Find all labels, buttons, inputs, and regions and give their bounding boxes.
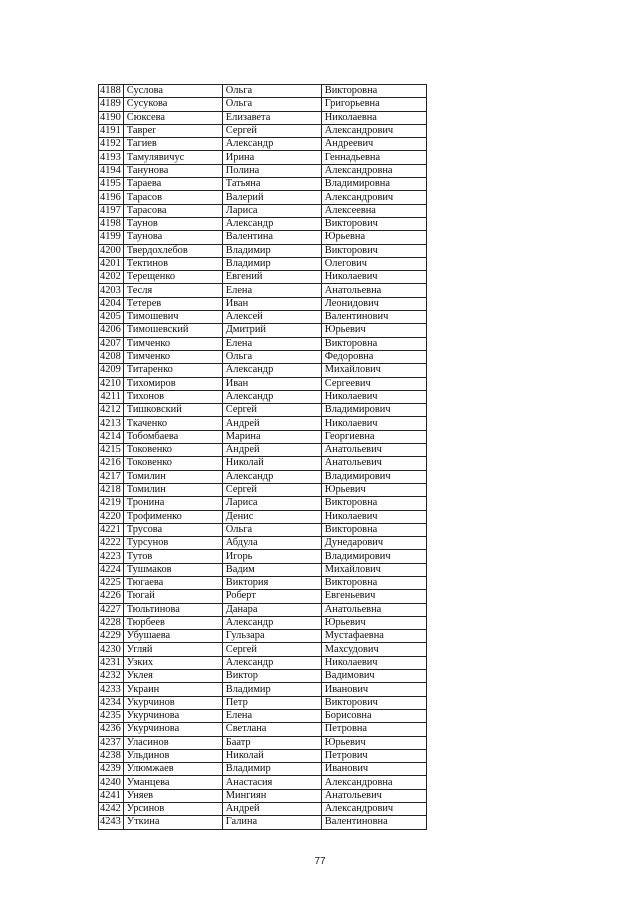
first-name-cell: Марина <box>222 430 321 443</box>
row-number-cell: 4208 <box>99 350 124 363</box>
first-name-cell: Гульзара <box>222 630 321 643</box>
patronymic-cell: Сергеевич <box>321 377 426 390</box>
patronymic-cell: Александрович <box>321 803 426 816</box>
last-name-cell: Ульдинов <box>123 749 222 762</box>
first-name-cell: Александр <box>222 138 321 151</box>
row-number-cell: 4230 <box>99 643 124 656</box>
table-row <box>99 217 427 230</box>
last-name-cell: Тимченко <box>123 350 222 363</box>
last-name-cell: Уласинов <box>123 736 222 749</box>
last-name-cell: Уманцева <box>123 776 222 789</box>
table-row <box>99 803 427 816</box>
row-number-cell: 4199 <box>99 231 124 244</box>
names-table <box>98 84 427 830</box>
table-row <box>99 364 427 377</box>
first-name-cell: Ольга <box>222 523 321 536</box>
last-name-cell: Тимошевский <box>123 324 222 337</box>
first-name-cell: Сергей <box>222 124 321 137</box>
last-name-cell: Тесля <box>123 284 222 297</box>
last-name-cell: Тагиев <box>123 138 222 151</box>
table-row <box>99 683 427 696</box>
last-name-cell: Тронина <box>123 497 222 510</box>
last-name-cell: Трусова <box>123 523 222 536</box>
patronymic-cell: Геннадьевна <box>321 151 426 164</box>
patronymic-cell: Анатольевич <box>321 444 426 457</box>
last-name-cell: Таунова <box>123 231 222 244</box>
row-number-cell: 4242 <box>99 803 124 816</box>
last-name-cell: Украин <box>123 683 222 696</box>
patronymic-cell: Викторович <box>321 244 426 257</box>
table-row <box>99 537 427 550</box>
last-name-cell: Улюмжаев <box>123 763 222 776</box>
table-row <box>99 297 427 310</box>
table-row <box>99 417 427 430</box>
first-name-cell: Виктория <box>222 576 321 589</box>
first-name-cell: Иван <box>222 297 321 310</box>
row-number-cell: 4213 <box>99 417 124 430</box>
first-name-cell: Владимир <box>222 763 321 776</box>
last-name-cell: Титаренко <box>123 364 222 377</box>
table-row <box>99 776 427 789</box>
table-row <box>99 151 427 164</box>
table-row <box>99 85 427 98</box>
patronymic-cell: Иванович <box>321 683 426 696</box>
table-row <box>99 231 427 244</box>
table-row <box>99 576 427 589</box>
first-name-cell: Ирина <box>222 151 321 164</box>
patronymic-cell: Махсудович <box>321 643 426 656</box>
row-number-cell: 4226 <box>99 590 124 603</box>
table-row <box>99 98 427 111</box>
last-name-cell: Тарасов <box>123 191 222 204</box>
patronymic-cell: Владимирович <box>321 550 426 563</box>
table-row <box>99 457 427 470</box>
table-row <box>99 523 427 536</box>
patronymic-cell: Вадимович <box>321 670 426 683</box>
first-name-cell: Елизавета <box>222 111 321 124</box>
patronymic-cell: Юрьевич <box>321 736 426 749</box>
row-number-cell: 4203 <box>99 284 124 297</box>
table-row <box>99 789 427 802</box>
last-name-cell: Уткина <box>123 816 222 829</box>
row-number-cell: 4202 <box>99 271 124 284</box>
last-name-cell: Трофименко <box>123 510 222 523</box>
first-name-cell: Светлана <box>222 723 321 736</box>
row-number-cell: 4191 <box>99 124 124 137</box>
table-row <box>99 709 427 722</box>
patronymic-cell: Александровна <box>321 776 426 789</box>
first-name-cell: Андрей <box>222 803 321 816</box>
patronymic-cell: Андреевич <box>321 138 426 151</box>
patronymic-cell: Николаевич <box>321 510 426 523</box>
table-row <box>99 377 427 390</box>
first-name-cell: Ольга <box>222 85 321 98</box>
last-name-cell: Уклея <box>123 670 222 683</box>
table-row <box>99 816 427 829</box>
first-name-cell: Сергей <box>222 404 321 417</box>
patronymic-cell: Иванович <box>321 763 426 776</box>
last-name-cell: Тутов <box>123 550 222 563</box>
page-number: 77 <box>314 856 326 867</box>
patronymic-cell: Александрович <box>321 191 426 204</box>
table-row <box>99 350 427 363</box>
first-name-cell: Елена <box>222 709 321 722</box>
row-number-cell: 4194 <box>99 164 124 177</box>
patronymic-cell: Анатольевич <box>321 789 426 802</box>
first-name-cell: Иван <box>222 377 321 390</box>
table-row <box>99 271 427 284</box>
row-number-cell: 4214 <box>99 430 124 443</box>
first-name-cell: Галина <box>222 816 321 829</box>
first-name-cell: Владимир <box>222 683 321 696</box>
table-row <box>99 311 427 324</box>
first-name-cell: Татьяна <box>222 178 321 191</box>
patronymic-cell: Викторович <box>321 217 426 230</box>
first-name-cell: Александр <box>222 364 321 377</box>
patronymic-cell: Григорьевна <box>321 98 426 111</box>
last-name-cell: Таунов <box>123 217 222 230</box>
table-row <box>99 670 427 683</box>
patronymic-cell: Александрович <box>321 124 426 137</box>
row-number-cell: 4233 <box>99 683 124 696</box>
last-name-cell: Тамулявичус <box>123 151 222 164</box>
first-name-cell: Сергей <box>222 643 321 656</box>
last-name-cell: Узких <box>123 656 222 669</box>
last-name-cell: Тимошевич <box>123 311 222 324</box>
table-row <box>99 257 427 270</box>
row-number-cell: 4205 <box>99 311 124 324</box>
first-name-cell: Абдула <box>222 537 321 550</box>
row-number-cell: 4228 <box>99 616 124 629</box>
last-name-cell: Урсинов <box>123 803 222 816</box>
first-name-cell: Валентина <box>222 231 321 244</box>
last-name-cell: Тихомиров <box>123 377 222 390</box>
last-name-cell: Тараева <box>123 178 222 191</box>
table-row <box>99 191 427 204</box>
table-row <box>99 630 427 643</box>
table-row <box>99 138 427 151</box>
last-name-cell: Токовенко <box>123 444 222 457</box>
first-name-cell: Александр <box>222 390 321 403</box>
patronymic-cell: Викторович <box>321 696 426 709</box>
last-name-cell: Турсунов <box>123 537 222 550</box>
first-name-cell: Анастасия <box>222 776 321 789</box>
first-name-cell: Андрей <box>222 417 321 430</box>
patronymic-cell: Алексеевна <box>321 204 426 217</box>
table-row <box>99 643 427 656</box>
last-name-cell: Твердохлебов <box>123 244 222 257</box>
patronymic-cell: Борисовна <box>321 709 426 722</box>
last-name-cell: Тобомбаева <box>123 430 222 443</box>
row-number-cell: 4195 <box>99 178 124 191</box>
patronymic-cell: Юрьевич <box>321 616 426 629</box>
row-number-cell: 4209 <box>99 364 124 377</box>
patronymic-cell: Викторовна <box>321 523 426 536</box>
patronymic-cell: Викторовна <box>321 497 426 510</box>
last-name-cell: Терещенко <box>123 271 222 284</box>
table-row <box>99 510 427 523</box>
patronymic-cell: Федоровна <box>321 350 426 363</box>
first-name-cell: Николай <box>222 457 321 470</box>
row-number-cell: 4201 <box>99 257 124 270</box>
row-number-cell: 4196 <box>99 191 124 204</box>
patronymic-cell: Леонидович <box>321 297 426 310</box>
row-number-cell: 4204 <box>99 297 124 310</box>
last-name-cell: Тарасова <box>123 204 222 217</box>
row-number-cell: 4215 <box>99 444 124 457</box>
row-number-cell: 4198 <box>99 217 124 230</box>
last-name-cell: Тишковский <box>123 404 222 417</box>
row-number-cell: 4217 <box>99 470 124 483</box>
row-number-cell: 4224 <box>99 563 124 576</box>
patronymic-cell: Викторовна <box>321 576 426 589</box>
table-row <box>99 696 427 709</box>
patronymic-cell: Дунедарович <box>321 537 426 550</box>
last-name-cell: Тюгаева <box>123 576 222 589</box>
last-name-cell: Укурчинова <box>123 723 222 736</box>
last-name-cell: Суслова <box>123 85 222 98</box>
patronymic-cell: Николаевна <box>321 111 426 124</box>
table-row <box>99 430 427 443</box>
row-number-cell: 4221 <box>99 523 124 536</box>
last-name-cell: Укурчинова <box>123 709 222 722</box>
patronymic-cell: Юрьевич <box>321 324 426 337</box>
first-name-cell: Игорь <box>222 550 321 563</box>
first-name-cell: Валерий <box>222 191 321 204</box>
patronymic-cell: Николаевич <box>321 417 426 430</box>
table-row <box>99 111 427 124</box>
table-row <box>99 563 427 576</box>
patronymic-cell: Валентинович <box>321 311 426 324</box>
patronymic-cell: Викторовна <box>321 85 426 98</box>
first-name-cell: Александр <box>222 217 321 230</box>
first-name-cell: Евгений <box>222 271 321 284</box>
patronymic-cell: Михайлович <box>321 364 426 377</box>
last-name-cell: Тушмаков <box>123 563 222 576</box>
first-name-cell: Баатр <box>222 736 321 749</box>
table-row <box>99 204 427 217</box>
table-row <box>99 590 427 603</box>
table-row <box>99 749 427 762</box>
row-number-cell: 4212 <box>99 404 124 417</box>
patronymic-cell: Анатольевна <box>321 284 426 297</box>
table-row <box>99 390 427 403</box>
first-name-cell: Александр <box>222 470 321 483</box>
first-name-cell: Мингиян <box>222 789 321 802</box>
row-number-cell: 4225 <box>99 576 124 589</box>
first-name-cell: Ольга <box>222 98 321 111</box>
patronymic-cell: Петрович <box>321 749 426 762</box>
patronymic-cell: Евгеньевич <box>321 590 426 603</box>
table-row <box>99 550 427 563</box>
row-number-cell: 4219 <box>99 497 124 510</box>
table-row <box>99 404 427 417</box>
first-name-cell: Петр <box>222 696 321 709</box>
first-name-cell: Данара <box>222 603 321 616</box>
row-number-cell: 4241 <box>99 789 124 802</box>
row-number-cell: 4235 <box>99 709 124 722</box>
first-name-cell: Сергей <box>222 483 321 496</box>
first-name-cell: Лариса <box>222 497 321 510</box>
row-number-cell: 4218 <box>99 483 124 496</box>
first-name-cell: Александр <box>222 656 321 669</box>
table-row <box>99 284 427 297</box>
row-number-cell: 4210 <box>99 377 124 390</box>
table-row <box>99 603 427 616</box>
table-row <box>99 763 427 776</box>
row-number-cell: 4192 <box>99 138 124 151</box>
row-number-cell: 4237 <box>99 736 124 749</box>
table-row <box>99 656 427 669</box>
row-number-cell: 4193 <box>99 151 124 164</box>
patronymic-cell: Михайлович <box>321 563 426 576</box>
row-number-cell: 4200 <box>99 244 124 257</box>
row-number-cell: 4229 <box>99 630 124 643</box>
row-number-cell: 4220 <box>99 510 124 523</box>
patronymic-cell: Юрьевна <box>321 231 426 244</box>
first-name-cell: Вадим <box>222 563 321 576</box>
table-row <box>99 164 427 177</box>
patronymic-cell: Юрьевич <box>321 483 426 496</box>
patronymic-cell: Олегович <box>321 257 426 270</box>
table-row <box>99 178 427 191</box>
last-name-cell: Сюксева <box>123 111 222 124</box>
last-name-cell: Тюльтинова <box>123 603 222 616</box>
row-number-cell: 4238 <box>99 749 124 762</box>
patronymic-cell: Николаевич <box>321 271 426 284</box>
first-name-cell: Николай <box>222 749 321 762</box>
patronymic-cell: Анатольевич <box>321 457 426 470</box>
names-table-body <box>99 85 427 830</box>
patronymic-cell: Владимирович <box>321 404 426 417</box>
last-name-cell: Тихонов <box>123 390 222 403</box>
first-name-cell: Роберт <box>222 590 321 603</box>
patronymic-cell: Анатольевна <box>321 603 426 616</box>
row-number-cell: 4206 <box>99 324 124 337</box>
row-number-cell: 4216 <box>99 457 124 470</box>
row-number-cell: 4190 <box>99 111 124 124</box>
first-name-cell: Александр <box>222 616 321 629</box>
first-name-cell: Дмитрий <box>222 324 321 337</box>
row-number-cell: 4222 <box>99 537 124 550</box>
first-name-cell: Полина <box>222 164 321 177</box>
table-row <box>99 470 427 483</box>
patronymic-cell: Валентиновна <box>321 816 426 829</box>
table-row <box>99 483 427 496</box>
row-number-cell: 4189 <box>99 98 124 111</box>
patronymic-cell: Владимировна <box>321 178 426 191</box>
last-name-cell: Тетерев <box>123 297 222 310</box>
first-name-cell: Алексей <box>222 311 321 324</box>
row-number-cell: 4236 <box>99 723 124 736</box>
last-name-cell: Укурчинов <box>123 696 222 709</box>
last-name-cell: Ткаченко <box>123 417 222 430</box>
first-name-cell: Виктор <box>222 670 321 683</box>
last-name-cell: Тавper <box>123 124 222 137</box>
table-row <box>99 497 427 510</box>
first-name-cell: Ольга <box>222 350 321 363</box>
patronymic-cell: Георгиевна <box>321 430 426 443</box>
patronymic-cell: Викторовна <box>321 337 426 350</box>
row-number-cell: 4207 <box>99 337 124 350</box>
last-name-cell: Тектинов <box>123 257 222 270</box>
table-row <box>99 124 427 137</box>
patronymic-cell: Петровна <box>321 723 426 736</box>
last-name-cell: Тюрбеев <box>123 616 222 629</box>
first-name-cell: Лариса <box>222 204 321 217</box>
patronymic-cell: Александровна <box>321 164 426 177</box>
row-number-cell: 4188 <box>99 85 124 98</box>
table-row <box>99 337 427 350</box>
last-name-cell: Уняев <box>123 789 222 802</box>
first-name-cell: Елена <box>222 284 321 297</box>
last-name-cell: Томилин <box>123 483 222 496</box>
row-number-cell: 4211 <box>99 390 124 403</box>
row-number-cell: 4239 <box>99 763 124 776</box>
first-name-cell: Денис <box>222 510 321 523</box>
first-name-cell: Владимир <box>222 244 321 257</box>
first-name-cell: Владимир <box>222 257 321 270</box>
table-row <box>99 723 427 736</box>
patronymic-cell: Владимирович <box>321 470 426 483</box>
table-row <box>99 736 427 749</box>
row-number-cell: 4240 <box>99 776 124 789</box>
first-name-cell: Андрей <box>222 444 321 457</box>
last-name-cell: Убушаева <box>123 630 222 643</box>
row-number-cell: 4231 <box>99 656 124 669</box>
row-number-cell: 4232 <box>99 670 124 683</box>
table-row <box>99 244 427 257</box>
last-name-cell: Танунова <box>123 164 222 177</box>
row-number-cell: 4243 <box>99 816 124 829</box>
table-row <box>99 324 427 337</box>
row-number-cell: 4234 <box>99 696 124 709</box>
last-name-cell: Токовенко <box>123 457 222 470</box>
row-number-cell: 4227 <box>99 603 124 616</box>
last-name-cell: Угляй <box>123 643 222 656</box>
table-row <box>99 444 427 457</box>
row-number-cell: 4197 <box>99 204 124 217</box>
patronymic-cell: Николаевич <box>321 390 426 403</box>
last-name-cell: Тимченко <box>123 337 222 350</box>
first-name-cell: Елена <box>222 337 321 350</box>
table-row <box>99 616 427 629</box>
patronymic-cell: Николаевич <box>321 656 426 669</box>
last-name-cell: Сусукова <box>123 98 222 111</box>
last-name-cell: Тюгай <box>123 590 222 603</box>
row-number-cell: 4223 <box>99 550 124 563</box>
last-name-cell: Томилин <box>123 470 222 483</box>
patronymic-cell: Мустафаевна <box>321 630 426 643</box>
